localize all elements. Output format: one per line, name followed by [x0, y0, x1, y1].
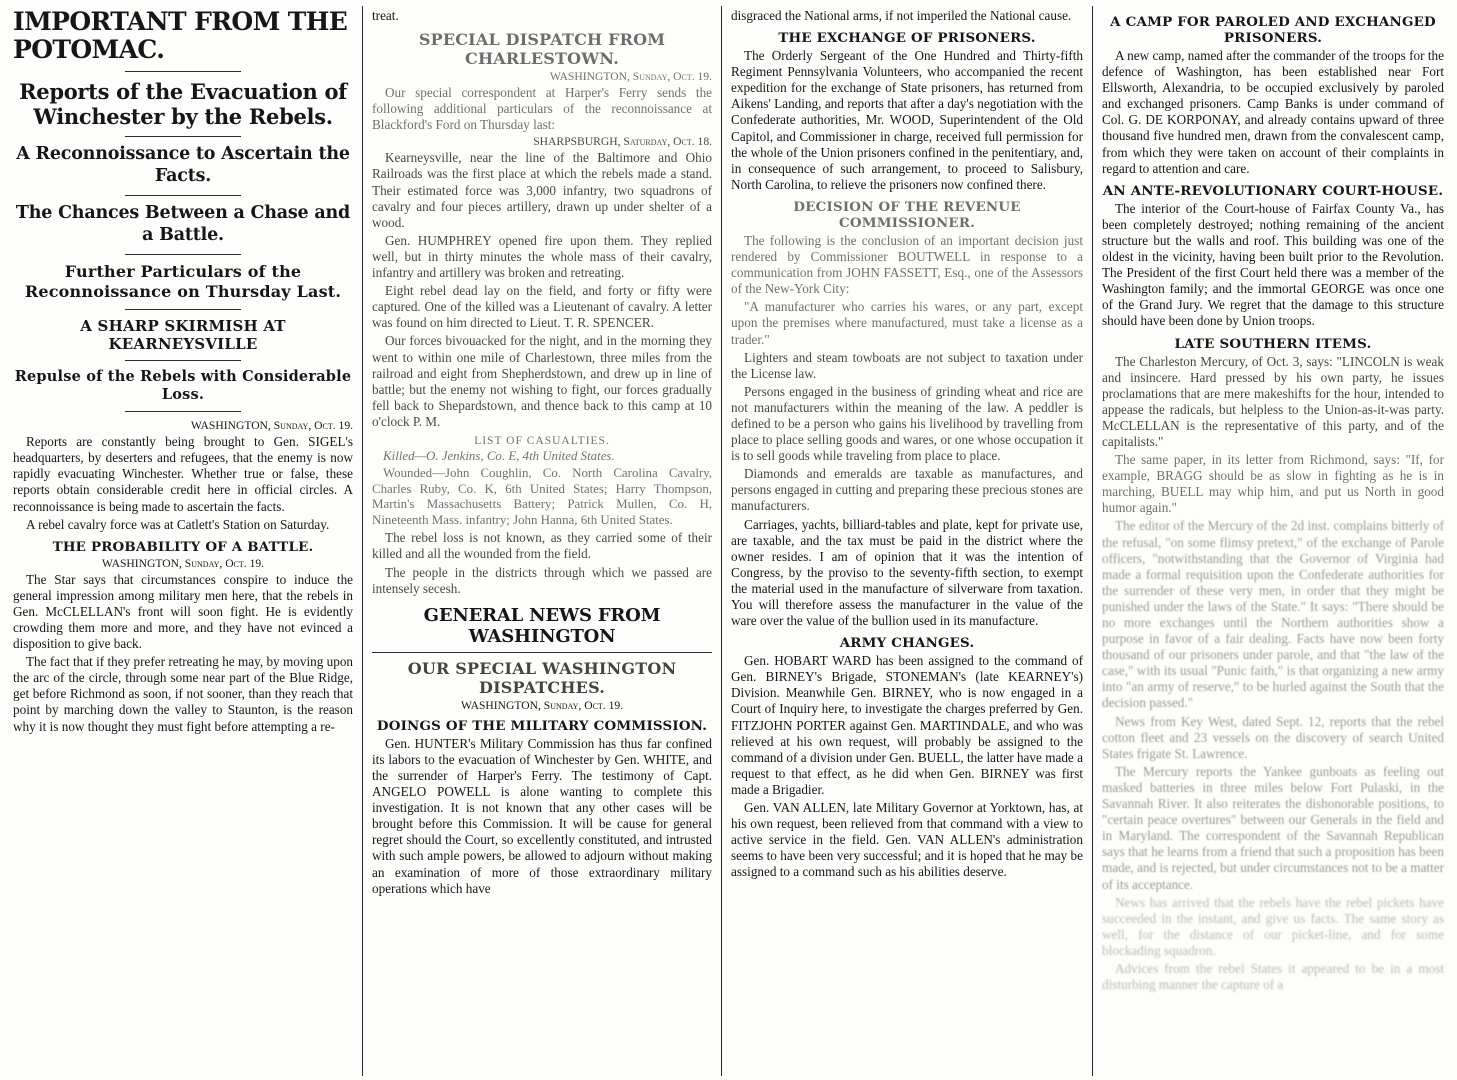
section-head: THE EXCHANGE OF PRISONERS. [778, 30, 1036, 47]
column-2 [363, 6, 722, 1076]
article-paragraph: A rebel cavalry force was at Catlett's Station on Saturday. [26, 516, 330, 532]
divider [125, 136, 241, 137]
headline-sub-5: A SHARP SKIRMISH AT KEARNEYSVILLE [80, 316, 286, 353]
section-head: GENERAL NEWS FROM WASHINGTON [423, 604, 661, 647]
headline-sub-2: A Reconnoissance to Ascertain the Facts. [16, 144, 350, 187]
headline-sub-1: Reports of the Evacuation of Winchester by the Rebels. [19, 79, 347, 130]
headline-sub-4: Further Particulars of the Reconnoissance on Thursday Last. [24, 261, 342, 301]
article-paragraph: Our special correspondent at Harper's Ferry sends the following additional particulars of the reconnoissance at Blackford's Ford on Thursday last: [372, 85, 713, 133]
article-paragraph: Carriages, yachts, billiard-tables and plate, kept for private use, are taxable, and the tax must be paid in the district where the owner resides. I am of opinion that it was the intention of Congress, by the proviso to the seventy-fifth section, to exempt the material used in the manufacture of silverware from taxation. You will therefore assess the manufacturer in the value of the ware over the value of the bullion used in its manufacture. [731, 516, 1083, 629]
divider [125, 71, 241, 72]
casualty-entry: Wounded—John Coughlin, Co. North Carolina Cavalry, Charles Ruby, Co. K, 6th United States; Harry Thompson, Martin's Massachusetts Battery; Patrick Mullen, Co. H, Nineteenth Mass. infantry; John Hanna, 6th United States. [372, 466, 713, 527]
article-paragraph: The Star says that circumstances conspire to induce the general impression among military men here, that the rebels in Gen. McCLELLAN's front will soon fight. He is evidently crowding them more and more, and they have not evinced a disposition to give back. [13, 571, 354, 652]
article-paragraph: The editor of the Mercury of the 2d inst. complains bitterly of the refusal, "on some flimsy pretext," of the exchange of Parole officers, "notwithstanding that the Governor of Virginia had made a formal requisition upon the Confederate authorities for the surrender of these very men, in order that they might be punished under the laws of the State." It says: "There should be no more exchanges until the Northern authorities show a purpose in favor of a fair dealing. Facts have now been forty thousand of our prisoners under parole, and that "the law of the case," with its usual "Punic faith," is that organizing a new army into "an army of reserve," to be hurled against the South that the decision passed." [1102, 518, 1444, 711]
article-paragraph: The rebel loss is not known, as they carried some of their killed and all the wounded from the field. [372, 530, 713, 562]
headline-main: IMPORTANT FROM THE POTOMAC. [13, 7, 348, 64]
article-paragraph: Persons engaged in the business of grinding wheat and rice are not manufacturers within the meaning of the law. A peddler is defined to be a person who gains his livelihood by travelling from place to place selling goods and wares, or one whose occupation it is to sell goods while traveling from place to place. [731, 383, 1083, 464]
article-paragraph: The fact that if they prefer retreating he may, by moving upon the arc of the circle, through some near part of the Blue Ridge, get before Richmond as soon, if not sooner, than they reach that point by marching down the valley to Staunton, is the reason why it is now thought they must fight before attempting a re- [13, 654, 354, 734]
article-paragraph: Reports are constantly being brought to Gen. SIGEL's headquarters, by deserters and refugees, that the enemy is now rapidly evacuating Winchester. Whether true or false, these reports obtain considerable credit here in official circles. A reconnoissance is being made to ascertain the facts. [13, 434, 354, 514]
dateline: WASHINGTON, Sunday, Oct. 19. [101, 556, 265, 570]
article-paragraph: Gen. HOBART WARD has been assigned to the command of Gen. BIRNEY's Brigade, STONEMAN's (late KEARNEY's) Division. Meanwhile Gen. BIRNEY, who is now engaged in a Court of Inquiry here, to investigate the charges preferred by Gen. FITZJOHN PORTER against Gen. MARTINDALE, and who was relieved at his own request, will probably be assigned to the command of a division under Gen. BUELL, the latter have made a request to that effect, as he did when Gen. BIRNEY was first made a Brigadier. [731, 653, 1083, 797]
section-head: LATE SOUTHERN ITEMS. [1174, 335, 1372, 352]
article-paragraph: The interior of the Court-house of Fairfax County Va., has been completely destroyed; nothing remaining of the ancient structure but the walls and roof. This building was one of the oldest in the vicinity, having been built prior to the Revolution. The President of the first Court held there was a member of the Washington family; and the immortal GEORGE was once one of the Grand Jury. We regret that the damage to this structure should have been done by Union troops. [1102, 200, 1444, 329]
section-head: AN ANTE-REVOLUTIONARY COURT-HOUSE. [1102, 182, 1444, 199]
article-paragraph: The people in the districts through which we passed are intensely secesh. [372, 564, 713, 596]
section-subhead: THE PROBABILITY OF A BATTLE. [52, 538, 314, 555]
article-paragraph: The same paper, in its letter from Richmond, says: "If, for example, BRAGG should be as slow in fighting as he is in marching, BUELL may whip him, and put us North in good humor again." [1102, 452, 1444, 516]
dateline: SHARPSBURGH, Saturday, Oct. 18. [533, 135, 713, 149]
article-paragraph: Gen. HUMPHREY opened fire upon them. They replied well, but in thirty minutes the whole mass of their cavalry, infantry and artillery was broken and retreating. [372, 232, 713, 281]
column-1 [4, 6, 363, 1076]
section-head: ARMY CHANGES. [839, 635, 975, 652]
article-paragraph: "A manufacturer who carries his wares, or any part, except upon the premises where manufactured, must take a license as a trader." [731, 299, 1083, 347]
article-paragraph: Eight rebel dead lay on the field, and forty or fifty were captured. One of the killed was a Lieutenant of cavalry. A letter was found on him directed to Lieut. T. R. SPENCER. [372, 283, 713, 331]
headline-sub-3: The Chances Between a Chase and a Battle. [15, 203, 351, 245]
article-paragraph: A new camp, named after the commander of the troops for the defence of Washington, has been established near Fort Ellsworth, Alexandria, to be occupied exclusively by paroled and exchanged prisoners. Camp Banks is under command of Col. G. DE KORPONAY, and already contains upward of three thousand five hundred men, drawn from the convalescent camp, from which they were taken on account of their complaints in regard to attention and care. [1102, 48, 1444, 176]
section-head: SPECIAL DISPATCH FROM CHARLESTOWN. [418, 30, 666, 69]
article-paragraph: The following is the conclusion of an important decision just rendered by Commissioner BOUTWELL in response to a communication from JOHN FASSETT, Esq., one of the Assessors of the New-York City: [731, 232, 1083, 297]
article-paragraph: Gen. HUNTER's Military Commission has thus far confined its labors to the evacuation of Winchester by Gen. WHITE, and the surrender of Harper's Ferry. The testimony of Capt. ANGELO POWELL is alone wanting to complete this investigation. It is not known that any other cases will be brought before this Commission. It will be cause for general regret should the Court, so excellently constituted, and intrusted with such ample powers, be allowed to adjourn without making an examination of more of those extraordinary military operations which have [372, 735, 713, 896]
article-paragraph: Our forces bivouacked for the night, and in the morning they went to within one mile of Charlestown, three miles from the railroad and eight from Shepherdstown, and drew up in line of battle; but the enemy not wishing to fight, our forces gradually fell back to Shepardstown, and thence back to this camp at 10 o'clock P. M. [372, 333, 713, 429]
casualty-list-head: LIST OF CASUALTIES. [474, 434, 610, 447]
divider [125, 309, 241, 310]
article-paragraph: Lighters and steam towboats are not subject to taxation under the License law. [731, 349, 1083, 381]
section-head: A CAMP FOR PAROLED AND EXCHANGED PRISONERS. [1110, 14, 1436, 46]
casualty-entry: Killed—O. Jenkins, Co. E, 4th United States. [383, 448, 615, 463]
headline-sub-6: Repulse of the Rebels with Considerable Loss. [14, 367, 352, 403]
section-subhead: OUR SPECIAL WASHINGTON DISPATCHES. [407, 658, 677, 697]
continued-fragment: disgraced the National arms, if not imperiled the National cause. [731, 8, 1072, 23]
divider [125, 360, 241, 361]
divider [125, 411, 241, 412]
column-4 [1093, 6, 1453, 1076]
section-subhead: DOINGS OF THE MILITARY COMMISSION. [376, 717, 708, 734]
article-paragraph: Diamonds and emeralds are taxable as manufactures, and persons engaged in cutting and preparing these precious stones are manufacturers. [731, 466, 1083, 514]
article-paragraph: Kearneysville, near the line of the Baltimore and Ohio Railroads was the first place at which the rebels made a stand. Their estimated force was 3,000 infantry, two squadrons of cavalry and four pieces artillery, drawn up under shelter of a wood. [372, 150, 713, 230]
dateline: WASHINGTON, Sunday, Oct. 19. [460, 698, 624, 712]
continued-fragment: treat. [372, 8, 399, 23]
dateline: WASHINGTON, Sunday, Oct. 19. [190, 419, 354, 433]
article-paragraph: The Charleston Mercury, of Oct. 3, says: "LINCOLN is weak and insincere. Hard pressed by his own party, he issues proclamations that are mere makeshifts for the hour, intended to appease the radicals, but helpless to the Union-as-it-was party. McCLELLAN is the representative of this party, and of the capitalists." [1102, 353, 1444, 449]
article-paragraph: The Orderly Sergeant of the One Hundred and Thirty-fifth Regiment Pennsylvania Volunteers, who accompanied the recent expedition for the exchange of State prisoners, has returned from Aikens' Landing, and reports that after a day's negotiation with the Confederate authorities, Mr. WOOD, Superintendent of the Old Capitol, and Commissioner in charge, received full permission for the whole of the Union prisoners confined in the penitentiary, and, in consequence of such arrangement, to proceed to Salisbury, North Carolina, to relieve the prisoners now confined there. [731, 48, 1083, 192]
divider [125, 254, 241, 255]
divider [372, 652, 712, 653]
article-paragraph: News from Key West, dated Sept. 12, reports that the rebel cotton fleet and 23 vessels on the discovery of search United States frigate St. Lawrence. [1102, 713, 1444, 761]
article-paragraph: The Mercury reports the Yankee gunboats as feeling out masked batteries in three miles below Fort Pulaski, in the Savannah River. It also reiterates the dishonorable positions, to "certain peace overtures" between our Generals in the field and in Maryland. The correspondent of the Savannah Republican says that he learns from a friend that such a proposition has been made, and is rejected, but under circumstances not to be a matter of its acceptance. [1102, 763, 1444, 892]
article-paragraph: Advices from the rebel States it appeared to be in a most disturbing manner the capture of a [1102, 960, 1444, 993]
article-paragraph: News has arrived that the rebels have the rebel pickets have succeeded in the instant, and give us facts. The same story as well, for the distance of our picket-line, and for some blockading squadron. [1102, 894, 1444, 958]
column-3 [722, 6, 1093, 1076]
divider [125, 195, 241, 196]
dateline: WASHINGTON, Sunday, Oct. 19. [549, 70, 713, 84]
article-paragraph: Gen. VAN ALLEN, late Military Governor at Yorktown, has, at his own request, been relieved from that command with a view to active service in the field. Gen. VAN ALLEN's administration seems to have been very successful; and it is hoped that he may be assigned to a command such as his abilities deserve. [731, 800, 1083, 880]
section-head: DECISION OF THE REVENUE COMMISSIONER. [793, 198, 1021, 231]
